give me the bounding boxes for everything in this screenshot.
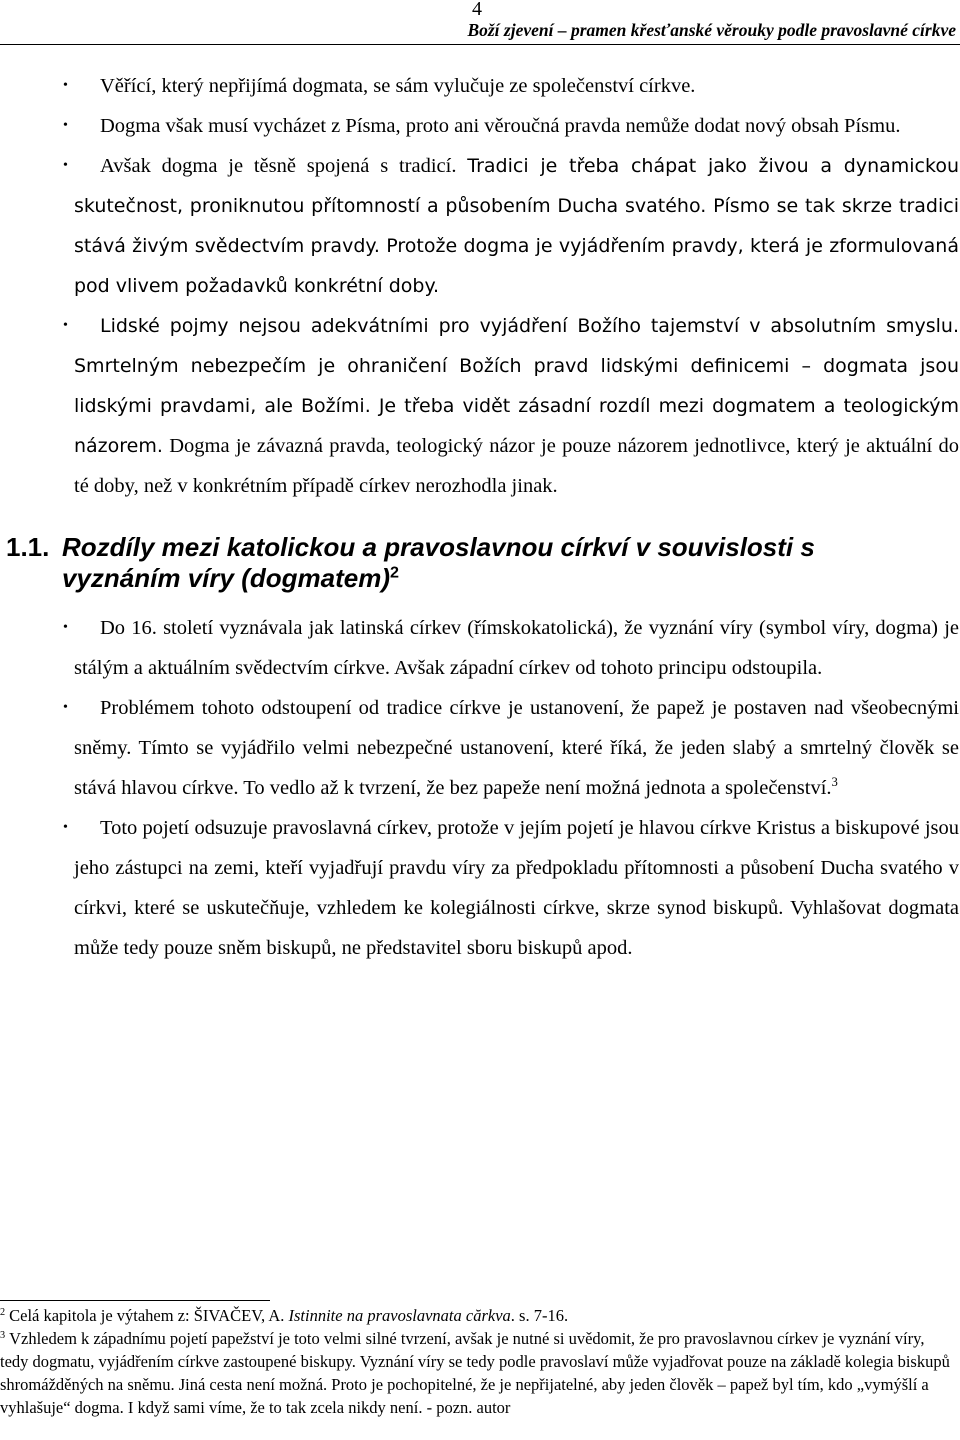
footnote <box>0 1304 950 1327</box>
bullet-paragraph <box>63 146 959 306</box>
bullet-paragraph <box>63 306 959 506</box>
page-number: 4 <box>472 0 482 20</box>
bullet-paragraph <box>63 106 959 146</box>
footnote-number: 3 <box>0 1329 6 1341</box>
paragraph-text-serif: Dogma je závazná pravda, teologický názor je pouze názorem jednotlivce, který je aktuální do té doby, než v konkrétním případě církev nerozhodla jinak. <box>74 435 959 497</box>
bullet-paragraph <box>63 66 959 106</box>
bullet-icon: • <box>63 118 68 133</box>
footnote-number: 2 <box>0 1306 6 1318</box>
footnote <box>0 1327 950 1419</box>
paragraph-text: Věřící, který nepřijímá dogmata, se sám vylučuje ze společenství církve. <box>100 75 696 97</box>
section-title: Rozdíly mezi katolickou a pravoslavnou církví v souvislosti s vyznáním víry (dogmatem) <box>62 532 815 593</box>
bullet-icon: • <box>63 700 68 715</box>
footnote-divider <box>0 1300 270 1301</box>
paragraph-text: Dogma však musí vycházet z Písma, proto ani věroučná pravda nemůže dodat nový obsah Písmu. <box>100 115 901 137</box>
footnotes <box>0 1304 950 1419</box>
paragraph-text: Problémem tohoto odstoupení od tradice církve je ustanovení, že papež je postaven nad všeobecnými sněmy. Tímto se vyjádřilo velmi nebezpečné ustanovení, které říká, že jeden slabý a smrtelný člověk se stává hlavou církve. To vedlo až k tvrzení, že bez papeže není možná jednota a společenství. <box>74 697 959 799</box>
bullet-icon: • <box>63 620 68 635</box>
body-text <box>0 66 960 968</box>
running-header: Boží zjevení – pramen křesťanské věrouky podle pravoslavné církve <box>467 20 956 40</box>
section-heading <box>6 532 936 594</box>
paragraph-text-serif: Avšak dogma je těsně spojená s tradicí. <box>100 155 468 177</box>
bullet-paragraph <box>63 808 959 968</box>
footnote-ref[interactable]: 2 <box>389 563 399 582</box>
paragraph-text: Toto pojetí odsuzuje pravoslavná církev, protože v jejím pojetí je hlavou církve Kristus a biskupové jsou jeho zástupci na zemi, kteří vyjadřují pravdu víry za předpokladu přítomnosti a působení Ducha svatého v církvi, které se uskutečňuje, vzhledem ke kolegiálnosti církve, skrze synod biskupů. Vyhlašovat dogmata může tedy pouze sněm biskupů, ne představitel sboru biskupů apod. <box>74 817 959 959</box>
footnote-text: Celá kapitola je výtahem z: ŠIVAČEV, A. <box>9 1306 289 1325</box>
bullet-icon: • <box>63 820 68 835</box>
footnote-text: . s. 7-16. <box>510 1306 569 1325</box>
paragraph-text-sans: Lidské pojmy nejsou adekvátními pro vyjádření Božího tajemství v absolutním smyslu. Smrtelným nebezpečím je ohraničení Božích pravd lidskými definicemi – dogmata jsou lidskými pravdami, ale Božími. Je třeba vidět zásadní rozdíl mezi dogmatem a teologickým názorem. <box>74 315 959 457</box>
section-number: 1.1. <box>6 532 50 562</box>
bullet-paragraph <box>63 688 959 808</box>
footnote-text: Vzhledem k západnímu pojetí papežství je toto velmi silné tvrzení, avšak je nutné si uvědomit, že pro pravoslavnou církev je vyznání víry, tedy dogmatu, vyjádřením církve zastoupené biskupy. Vyznání víry se tedy podle pravoslaví může vyjadřovat pouze na základě kolegia biskupů shromážděných na sněmu. Jiná cesta není možná. Proto je pochopitelné, že je nepřijatelné, aby jeden člověk – papež byl tím, kdo „vymýšlí a vyhlašuje“ dogma. I když sami víme, že to tak zcela nikdy není. - pozn. autor <box>0 1329 950 1417</box>
footnote-ref[interactable]: 3 <box>831 775 838 790</box>
header-divider <box>0 44 960 45</box>
paragraph-text: Do 16. století vyznávala jak latinská církev (římskokatolická), že vyznání víry (symbol víry, dogma) je stálým a aktuálním svědectvím církve. Avšak západní církev od tohoto principu odstoupila. <box>74 617 959 679</box>
bullet-icon: • <box>63 78 68 93</box>
bullet-icon: • <box>63 318 68 333</box>
footnote-title: Istinnite na pravoslavnata cărkva <box>288 1306 511 1325</box>
paragraph-text-sans: Tradici je třeba chápat jako živou a dynamickou skutečnost, proniknutou přítomností a působením Ducha svatého. Písmo se tak skrze tradici stává živým svědectvím pravdy. Protože dogma je vyjádřením pravdy, která je zformulovaná pod vlivem požadavků konkrétní doby. <box>74 155 959 297</box>
bullet-paragraph <box>63 608 959 688</box>
bullet-icon: • <box>63 158 68 173</box>
